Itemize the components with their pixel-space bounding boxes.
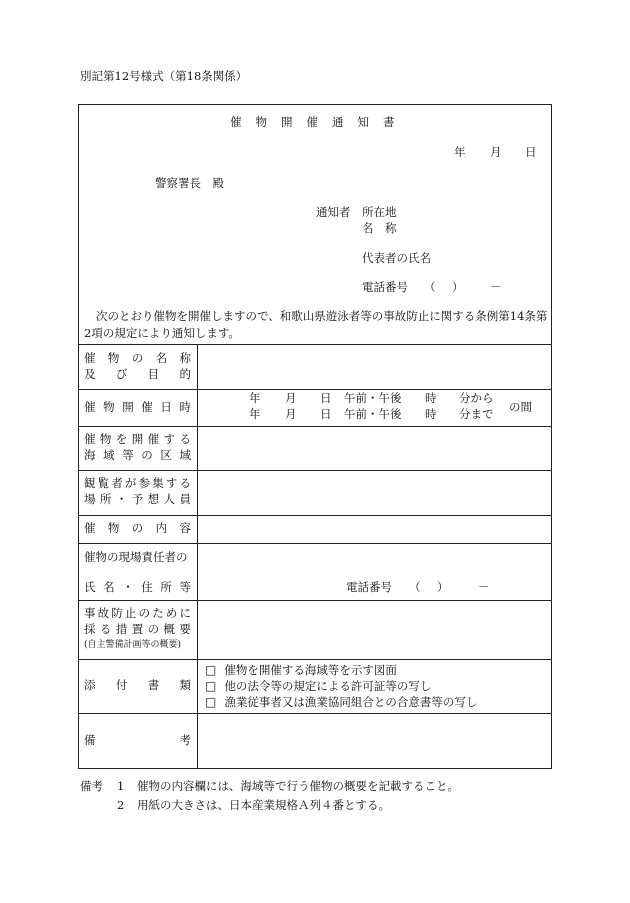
start-from: 分から [459, 391, 494, 405]
remarks-label: 備 考 [84, 733, 191, 747]
start-ampm: 午前・午後 [344, 391, 402, 405]
phone-label: 電話番号 [362, 280, 408, 294]
note-text: 用紙の大きさは、日本産業規格Ａ列４番とする。 [137, 798, 390, 812]
note-number: 2 [117, 798, 125, 812]
checkbox-icon[interactable]: □ [205, 663, 217, 677]
start-hour: 時 [425, 391, 437, 405]
start-day: 日 [320, 391, 332, 405]
note-text: 催物の内容欄には、海域等で行う催物の概要を記載すること。 [137, 779, 459, 793]
end-day: 日 [320, 407, 332, 421]
representative-label: 代表者の氏名 [362, 251, 431, 265]
attachment-item: □ 他の法令等の規定による許可証等の写し [205, 679, 432, 693]
divider [78, 344, 552, 345]
safety-label-line2: 採 る 措 置 の 概 要 [84, 622, 191, 636]
period-label: の間 [509, 400, 532, 414]
form-reference: 別記第12号様式（第18条関係） [80, 69, 248, 83]
start-month: 月 [285, 391, 297, 405]
spectator-label-line2: 場 所 ・ 予 想 人 員 [84, 492, 191, 506]
divider [78, 600, 552, 601]
end-ampm: 午前・午後 [344, 407, 402, 421]
addressee: 警察署長 殿 [155, 176, 224, 190]
name-label: 名 称 [362, 221, 397, 235]
end-hour: 時 [425, 407, 437, 421]
divider [78, 470, 552, 471]
event-name-label-line1: 催 物 の 名 称 [84, 351, 191, 365]
date-year: 年 [454, 145, 466, 159]
attachments-label: 添 付 書 類 [84, 678, 191, 692]
content-label: 催 物 の 内 容 [84, 521, 191, 535]
divider [78, 426, 552, 427]
phone-open-paren: （ [424, 280, 436, 294]
end-month: 月 [285, 407, 297, 421]
manager-phone-dash: － [478, 580, 490, 594]
manager-label-line1: 催物の現場責任者の [84, 550, 188, 564]
event-name-label-line2: 及 び 目 的 [84, 367, 191, 381]
end-until: 分まで [459, 407, 494, 421]
date-month: 月 [490, 145, 502, 159]
notes-label: 備考 [80, 779, 103, 793]
intro-text-line1: 次のとおり催物を開催しますので、和歌山県遊泳者等の事故防止に関する条例第14条第 [96, 309, 548, 323]
date-day: 日 [525, 145, 537, 159]
checkbox-icon[interactable]: □ [205, 695, 217, 709]
manager-phone-close-paren: ） [437, 580, 449, 594]
datetime-label: 催 物 開 催 日 時 [84, 400, 191, 414]
phone-close-paren: ） [452, 280, 464, 294]
notifier-label: 通知者 [316, 205, 351, 219]
checkbox-icon[interactable]: □ [205, 679, 217, 693]
address-label: 所在地 [362, 205, 397, 219]
divider [78, 515, 552, 516]
safety-note: (自主警備計画等の概要) [84, 640, 182, 650]
end-year: 年 [249, 407, 261, 421]
note-number: 1 [117, 779, 125, 793]
safety-label-line1: 事 故 防 止 の た め に [84, 606, 191, 620]
manager-phone-open-paren: （ [409, 580, 421, 594]
attachment-item: □ 漁業従事者又は漁業協同組合との合意書等の写し [205, 695, 478, 709]
divider [78, 543, 552, 544]
label-column-divider [197, 344, 198, 769]
area-label-line2: 海 域 等 の 区 域 [84, 448, 191, 462]
divider [78, 389, 552, 390]
form-title: 催物開催通知書 [230, 115, 409, 129]
start-year: 年 [249, 391, 261, 405]
manager-phone-label: 電話番号 [346, 580, 392, 594]
intro-text-line2: 2項の規定により通知します。 [84, 326, 240, 340]
divider [78, 713, 552, 714]
divider [78, 659, 552, 660]
phone-dash: － [490, 280, 502, 294]
manager-label-line2: 氏 名 ・ 住 所 等 [84, 580, 191, 594]
area-label-line1: 催 物 を 開 催 す る [84, 432, 191, 446]
spectator-label-line1: 観 覧 者 が 参 集 す る [84, 476, 191, 490]
attachment-item: □ 催物を開催する海域等を示す図面 [205, 663, 397, 677]
